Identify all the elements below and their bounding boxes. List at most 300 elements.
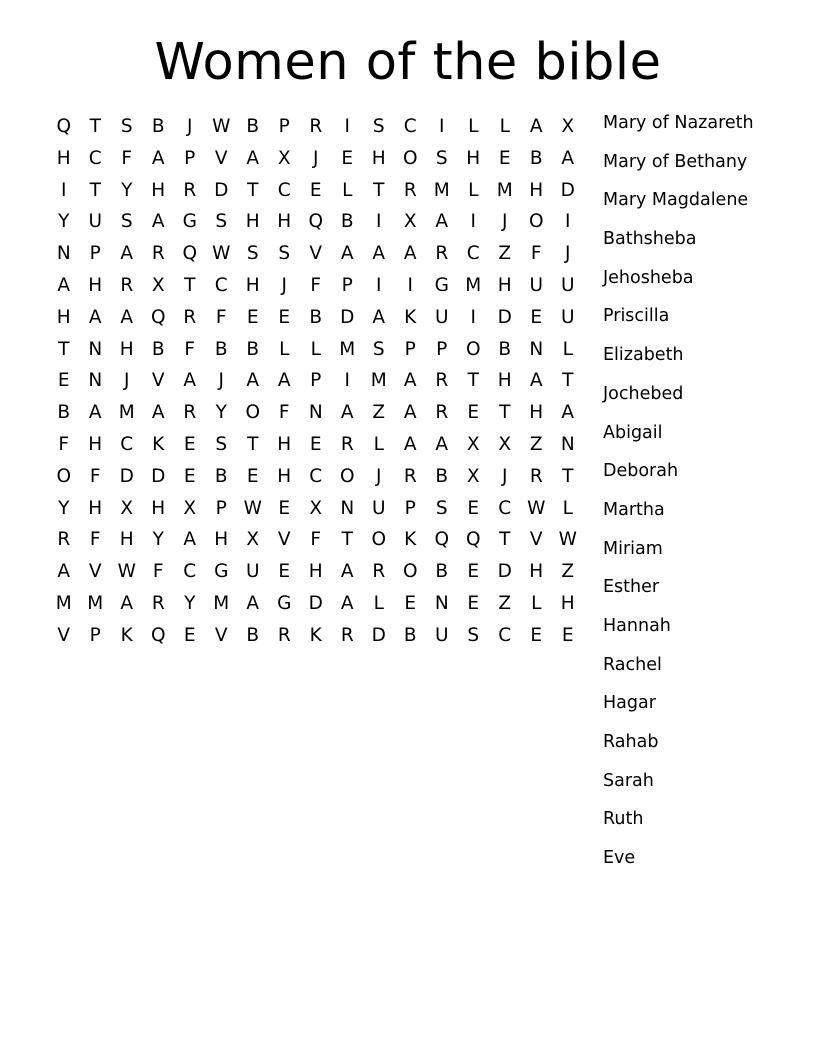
grid-cell: X xyxy=(120,497,134,519)
grid-cell: A xyxy=(340,243,354,265)
grid-cell: C xyxy=(403,116,417,137)
grid-cell: A xyxy=(340,592,354,614)
grid-cell: L xyxy=(562,338,573,360)
grid-cell: H xyxy=(88,433,103,455)
grid-cell: V xyxy=(214,624,228,646)
grid-cell: L xyxy=(373,592,384,614)
grid-cell: A xyxy=(120,592,134,614)
grid-cell: J xyxy=(124,370,130,392)
grid-cell: A xyxy=(561,147,575,169)
grid-cell: U xyxy=(529,274,544,296)
grid-cell: F xyxy=(310,529,322,551)
grid-cell: X xyxy=(309,497,323,519)
grid-cell: V xyxy=(309,243,323,265)
grid-cell: P xyxy=(215,497,227,519)
grid-cell: R xyxy=(435,402,449,424)
grid-cell: J xyxy=(281,274,287,296)
grid-cell: Y xyxy=(152,529,164,551)
grid-cell: H xyxy=(56,147,71,169)
grid-cell: M xyxy=(496,179,513,201)
grid-row xyxy=(48,365,584,397)
grid-cell: H xyxy=(277,433,292,455)
grid-cell: X xyxy=(403,211,417,233)
grid-cell: T xyxy=(373,179,385,201)
grid-cell: K xyxy=(309,624,322,646)
grid-cell: B xyxy=(214,338,228,360)
word-list-item: Abigail xyxy=(603,422,663,443)
grid-cell: S xyxy=(372,116,385,137)
grid-cell: H xyxy=(245,274,260,296)
grid-cell: P xyxy=(436,338,448,360)
grid-cell: I xyxy=(344,116,350,137)
grid-cell: L xyxy=(562,497,573,519)
grid-cell: P xyxy=(341,274,353,296)
grid-cell: F xyxy=(89,529,101,551)
grid-cell: A xyxy=(403,402,417,424)
word-list-item: Mary of Nazareth xyxy=(603,113,754,133)
grid-cell: U xyxy=(371,497,386,519)
grid-cell: H xyxy=(56,306,71,328)
grid-cell: N xyxy=(88,370,103,392)
grid-cell: S xyxy=(215,433,228,455)
grid-cell: N xyxy=(529,338,544,360)
grid-cell: V xyxy=(57,624,71,646)
grid-cell: I xyxy=(61,179,67,201)
grid-cell: A xyxy=(372,306,386,328)
grid-cell: C xyxy=(277,179,291,201)
grid-cell: D xyxy=(214,179,229,201)
grid-cell: E xyxy=(183,465,196,487)
grid-cell: Z xyxy=(529,433,543,455)
grid-cell: C xyxy=(120,433,134,455)
grid-cell: M xyxy=(339,338,356,360)
grid-cell: A xyxy=(151,402,165,424)
grid-cell: H xyxy=(277,465,292,487)
word-list-item: Mary Magdalene xyxy=(603,190,749,211)
grid-cell: H xyxy=(560,592,575,614)
grid-cell: U xyxy=(434,624,449,646)
grid-cell: U xyxy=(560,306,575,328)
grid-cell: H xyxy=(151,497,166,519)
grid-cell: C xyxy=(309,465,323,487)
grid-cell: Y xyxy=(121,179,133,201)
grid-cell: D xyxy=(497,306,512,328)
grid-cell: J xyxy=(502,211,508,233)
grid-cell: F xyxy=(152,561,164,583)
grid-cell: Q xyxy=(308,211,324,233)
grid-cell: E xyxy=(341,147,354,169)
grid-cell: R xyxy=(57,529,71,551)
grid-row xyxy=(48,493,584,525)
grid-cell: H xyxy=(308,561,323,583)
grid-row xyxy=(48,143,584,175)
grid-cell: E xyxy=(530,306,543,328)
grid-cell: A xyxy=(183,529,197,551)
grid-row xyxy=(48,556,584,588)
word-list-item: Martha xyxy=(603,499,665,520)
grid-cell: F xyxy=(530,243,542,265)
grid-cell: F xyxy=(121,147,133,169)
grid-cell: N xyxy=(434,592,449,614)
grid-cell: T xyxy=(89,116,101,137)
grid-cell: F xyxy=(58,433,70,455)
grid-cell: Q xyxy=(56,116,72,137)
word-list-item: Eve xyxy=(603,848,636,869)
word-list-item: Elizabeth xyxy=(603,345,684,366)
grid-cell: G xyxy=(277,592,292,614)
grid-cell: E xyxy=(57,370,70,392)
word-list-item: Bathsheba xyxy=(603,229,697,250)
grid-cell: F xyxy=(310,274,322,296)
grid-cell: T xyxy=(58,338,70,360)
page-title: Women of the bible xyxy=(154,33,662,92)
grid-cell: P xyxy=(404,497,416,519)
grid-cell: C xyxy=(88,147,102,169)
grid-cell: H xyxy=(88,274,103,296)
grid-cell: W xyxy=(558,529,577,551)
grid-cell: M xyxy=(118,402,135,424)
grid-cell: A xyxy=(57,561,71,583)
grid-cell: D xyxy=(560,179,575,201)
grid-cell: B xyxy=(57,402,71,424)
grid-cell: T xyxy=(467,370,479,392)
grid-cell: R xyxy=(403,465,417,487)
grid-cell: W xyxy=(212,243,231,265)
grid-cell: R xyxy=(277,624,291,646)
grid-cell: X xyxy=(183,497,197,519)
grid-cell: H xyxy=(529,402,544,424)
grid-cell: E xyxy=(278,561,291,583)
grid-cell: H xyxy=(466,147,481,169)
grid-cell: P xyxy=(310,370,322,392)
grid-cell: D xyxy=(308,592,323,614)
grid-cell: Y xyxy=(215,402,227,424)
grid-cell: I xyxy=(439,116,445,137)
grid-cell: S xyxy=(372,338,385,360)
grid-row xyxy=(48,270,584,302)
grid-cell: T xyxy=(184,274,196,296)
grid-row xyxy=(48,238,584,270)
grid-cell: H xyxy=(151,179,166,201)
grid-cell: Y xyxy=(58,497,70,519)
grid-cell: K xyxy=(404,306,417,328)
grid-cell: U xyxy=(245,561,260,583)
grid-cell: V xyxy=(529,529,543,551)
grid-cell: I xyxy=(470,306,476,328)
grid-cell: H xyxy=(214,529,229,551)
grid-cell: B xyxy=(246,624,260,646)
grid-cell: P xyxy=(404,338,416,360)
grid-cell: U xyxy=(434,306,449,328)
grid-cell: A xyxy=(277,370,291,392)
grid-cell: R xyxy=(183,179,197,201)
grid-cell: X xyxy=(466,465,480,487)
grid-cell: I xyxy=(470,211,476,233)
grid-cell: H xyxy=(88,497,103,519)
grid-cell: B xyxy=(403,624,417,646)
grid-cell: A xyxy=(57,274,71,296)
grid-cell: H xyxy=(497,370,512,392)
grid-cell: A xyxy=(246,592,260,614)
grid-cell: K xyxy=(152,433,165,455)
grid-cell: D xyxy=(151,465,166,487)
grid-cell: T xyxy=(499,402,511,424)
grid-cell: M xyxy=(55,592,72,614)
grid-cell: C xyxy=(498,624,512,646)
grid-cell: D xyxy=(497,561,512,583)
grid-cell: B xyxy=(435,465,449,487)
grid-cell: U xyxy=(560,274,575,296)
grid-cell: R xyxy=(183,306,197,328)
grid-cell: T xyxy=(247,179,259,201)
grid-cell: R xyxy=(120,274,134,296)
grid-cell: X xyxy=(151,274,165,296)
grid-row xyxy=(48,334,584,366)
grid-cell: L xyxy=(279,338,290,360)
grid-cell: P xyxy=(89,243,101,265)
word-list-item: Mary of Bethany xyxy=(603,151,748,172)
grid-cell: Z xyxy=(498,592,512,614)
grid-cell: R xyxy=(151,243,165,265)
grid-cell: B xyxy=(435,561,449,583)
grid-cell: E xyxy=(309,433,322,455)
grid-cell: E xyxy=(530,624,543,646)
grid-cell: N xyxy=(340,497,355,519)
grid-cell: V xyxy=(214,147,228,169)
grid-cell: N xyxy=(88,338,103,360)
grid-cell: Z xyxy=(498,243,512,265)
grid-cell: A xyxy=(435,433,449,455)
grid-cell: T xyxy=(499,529,511,551)
grid-cell: L xyxy=(342,179,353,201)
grid-cell: V xyxy=(88,561,102,583)
grid-cell: B xyxy=(246,338,260,360)
grid-cell: Q xyxy=(465,529,481,551)
word-list-item: Ruth xyxy=(603,809,644,830)
grid-cell: R xyxy=(340,624,354,646)
grid-cell: L xyxy=(468,179,479,201)
grid-cell: D xyxy=(371,624,386,646)
grid-cell: C xyxy=(214,274,228,296)
grid-cell: H xyxy=(119,338,134,360)
grid-cell: J xyxy=(187,116,193,137)
word-list-item: Deborah xyxy=(603,461,679,482)
letter-grid xyxy=(48,111,584,652)
grid-cell: Y xyxy=(58,211,70,233)
grid-cell: T xyxy=(247,433,259,455)
grid-cell: Z xyxy=(372,402,386,424)
grid-cell: H xyxy=(497,274,512,296)
grid-cell: J xyxy=(502,465,508,487)
grid-cell: N xyxy=(308,402,323,424)
grid-cell: E xyxy=(467,497,480,519)
grid-row xyxy=(48,620,584,652)
grid-cell: O xyxy=(528,211,544,233)
grid-cell: M xyxy=(87,592,104,614)
grid-cell: X xyxy=(246,529,260,551)
grid-cell: S xyxy=(278,243,291,265)
grid-cell: O xyxy=(56,465,72,487)
grid-cell: D xyxy=(119,465,134,487)
grid-cell: S xyxy=(215,211,228,233)
grid-cell: B xyxy=(214,465,228,487)
grid-cell: Q xyxy=(150,306,166,328)
grid-cell: O xyxy=(402,147,418,169)
grid-cell: R xyxy=(435,370,449,392)
grid-cell: O xyxy=(465,338,481,360)
grid-cell: K xyxy=(404,529,417,551)
grid-cell: A xyxy=(403,243,417,265)
grid-cell: N xyxy=(56,243,71,265)
grid-cell: Y xyxy=(184,592,196,614)
grid-cell: B xyxy=(309,306,323,328)
grid-cell: I xyxy=(376,211,382,233)
grid-cell: A xyxy=(246,147,260,169)
grid-cell: X xyxy=(466,433,480,455)
grid-row xyxy=(48,206,584,238)
grid-cell: W xyxy=(527,497,546,519)
grid-cell: O xyxy=(402,561,418,583)
grid-cell: I xyxy=(376,274,382,296)
word-list xyxy=(603,104,754,878)
grid-cell: J xyxy=(376,465,382,487)
word-list-item: Hagar xyxy=(603,693,656,714)
grid-cell: X xyxy=(498,433,512,455)
grid-cell: E xyxy=(183,624,196,646)
grid-cell: E xyxy=(246,306,259,328)
grid-cell: X xyxy=(277,147,291,169)
grid-cell: U xyxy=(88,211,103,233)
grid-cell: M xyxy=(433,179,450,201)
grid-row xyxy=(48,175,584,207)
grid-cell: C xyxy=(498,497,512,519)
grid-cell: F xyxy=(184,338,196,360)
grid-cell: A xyxy=(529,116,543,137)
grid-cell: A xyxy=(403,433,417,455)
grid-cell: T xyxy=(562,465,574,487)
grid-row xyxy=(48,397,584,429)
grid-cell: E xyxy=(561,624,574,646)
grid-cell: L xyxy=(373,433,384,455)
grid-cell: A xyxy=(340,402,354,424)
grid-cell: L xyxy=(468,116,479,137)
grid-cell: A xyxy=(435,211,449,233)
grid-row xyxy=(48,429,584,461)
grid-cell: A xyxy=(403,370,417,392)
grid-cell: A xyxy=(340,561,354,583)
grid-cell: V xyxy=(277,529,291,551)
grid-cell: S xyxy=(467,624,480,646)
grid-cell: H xyxy=(529,179,544,201)
grid-cell: H xyxy=(529,561,544,583)
grid-cell: R xyxy=(403,179,417,201)
grid-cell: S xyxy=(246,243,259,265)
word-list-item: Esther xyxy=(603,577,660,598)
grid-row xyxy=(48,524,584,556)
grid-cell: E xyxy=(278,306,291,328)
grid-cell: A xyxy=(246,370,260,392)
grid-cell: V xyxy=(151,370,165,392)
grid-cell: P xyxy=(278,116,290,137)
grid-cell: E xyxy=(246,465,259,487)
grid-cell: W xyxy=(243,497,262,519)
grid-cell: I xyxy=(565,211,571,233)
grid-cell: B xyxy=(151,116,165,137)
grid-cell: J xyxy=(565,243,571,265)
grid-cell: E xyxy=(467,592,480,614)
grid-row xyxy=(48,588,584,620)
word-list-item: Sarah xyxy=(603,770,654,791)
grid-cell: E xyxy=(404,592,417,614)
grid-cell: A xyxy=(529,370,543,392)
grid-cell: E xyxy=(498,147,511,169)
grid-row xyxy=(48,461,584,493)
grid-cell: G xyxy=(434,274,449,296)
grid-cell: D xyxy=(340,306,355,328)
grid-cell: M xyxy=(370,370,387,392)
grid-cell: Q xyxy=(150,624,166,646)
grid-cell: A xyxy=(183,370,197,392)
grid-cell: R xyxy=(372,561,386,583)
grid-cell: C xyxy=(466,243,480,265)
grid-cell: I xyxy=(407,274,413,296)
grid-cell: L xyxy=(531,592,542,614)
grid-cell: N xyxy=(560,433,575,455)
grid-cell: E xyxy=(467,402,480,424)
grid-cell: B xyxy=(151,338,165,360)
word-list-item: Priscilla xyxy=(603,306,670,327)
grid-cell: B xyxy=(498,338,512,360)
grid-cell: E xyxy=(467,561,480,583)
grid-cell: O xyxy=(339,465,355,487)
grid-cell: H xyxy=(371,147,386,169)
grid-cell: Q xyxy=(434,529,450,551)
grid-cell: F xyxy=(278,402,290,424)
grid-cell: T xyxy=(562,370,574,392)
grid-cell: R xyxy=(340,433,354,455)
grid-cell: S xyxy=(435,147,448,169)
grid-cell: A xyxy=(372,243,386,265)
grid-cell: L xyxy=(310,338,321,360)
grid-cell: Q xyxy=(182,243,198,265)
grid-cell: A xyxy=(561,402,575,424)
grid-cell: M xyxy=(213,592,230,614)
grid-cell: H xyxy=(119,529,134,551)
grid-cell: R xyxy=(151,592,165,614)
grid-cell: X xyxy=(561,116,575,137)
grid-cell: W xyxy=(212,116,231,137)
grid-cell: R xyxy=(309,116,323,137)
grid-cell: G xyxy=(182,211,197,233)
grid-cell: T xyxy=(89,179,101,201)
grid-cell: W xyxy=(117,561,136,583)
grid-cell: A xyxy=(151,147,165,169)
grid-cell: P xyxy=(89,624,101,646)
grid-cell: B xyxy=(246,116,260,137)
grid-cell: C xyxy=(183,561,197,583)
grid-cell: R xyxy=(529,465,543,487)
grid-cell: L xyxy=(499,116,510,137)
grid-cell: J xyxy=(218,370,224,392)
grid-row xyxy=(48,302,584,334)
grid-cell: F xyxy=(215,306,227,328)
grid-cell: H xyxy=(245,211,260,233)
word-list-item: Jehosheba xyxy=(603,267,694,288)
word-list-item: Rachel xyxy=(603,654,662,675)
grid-cell: A xyxy=(120,306,134,328)
grid-cell: E xyxy=(309,179,322,201)
grid-cell: M xyxy=(465,274,482,296)
